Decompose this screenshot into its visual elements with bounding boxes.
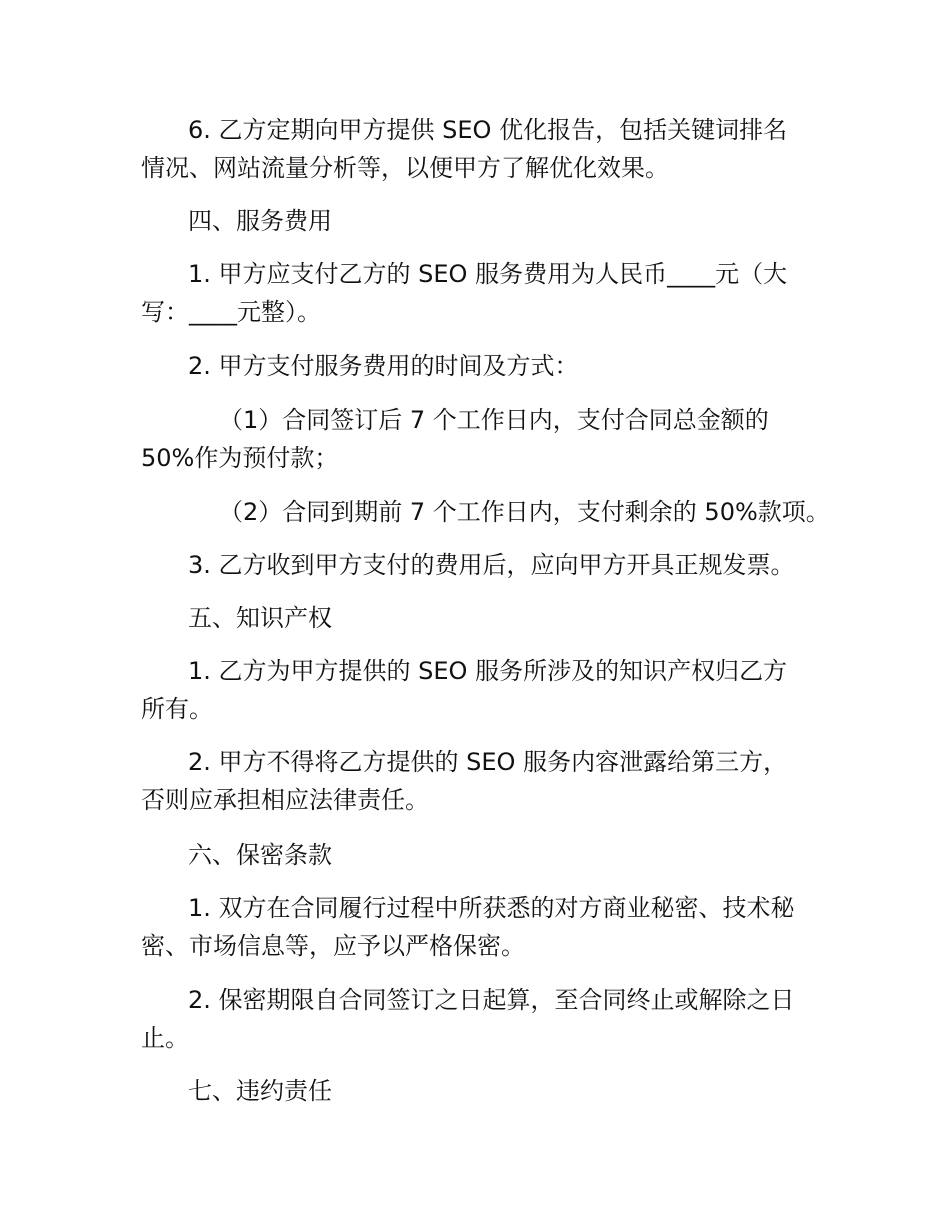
paragraph-prepayment: [141, 401, 821, 477]
heading-text: 六、保密条款: [188, 841, 332, 869]
heading-text: 五、知识产权: [188, 604, 332, 632]
section-heading-confidentiality: [141, 836, 821, 874]
section-heading-service-fee: [141, 202, 821, 240]
paragraph-line: 情况、网站流量分析等，以便甲方了解优化效果。: [141, 154, 669, 182]
paragraph-confidentiality-term: [141, 981, 821, 1057]
paragraph-line: 50%作为预付款；: [141, 444, 339, 472]
paragraph-ip-ownership: [141, 652, 821, 728]
paragraph-line: 1. 乙方为甲方提供的 SEO 服务所涉及的知识产权归乙方: [188, 657, 788, 685]
paragraph-line: 写：____元整）。: [141, 298, 321, 326]
paragraph-line: 2. 保密期限自合同签订之日起算，至合同终止或解除之日: [188, 986, 795, 1014]
paragraph-final-payment: [141, 493, 830, 531]
paragraph-fee-amount: [141, 255, 821, 331]
paragraph-line: 2. 甲方支付服务费用的时间及方式：: [188, 352, 579, 380]
paragraph-line: 1. 双方在合同履行过程中所获悉的对方商业秘密、技术秘: [188, 894, 795, 922]
heading-text: 七、违约责任: [188, 1077, 332, 1105]
paragraph-line: 6. 乙方定期向甲方提供 SEO 优化报告，包括关键词排名: [188, 116, 788, 144]
paragraph-line: （2）合同到期前 7 个工作日内，支付剩余的 50%款项。: [219, 498, 830, 526]
section-heading-ip: [141, 599, 821, 637]
section-heading-breach: [141, 1072, 821, 1110]
paragraph-line: （1）合同签订后 7 个工作日内，支付合同总金额的: [219, 406, 769, 434]
paragraph-ip-disclosure: [141, 743, 821, 819]
paragraph-payment-method: [141, 347, 821, 385]
paragraph-line: 1. 甲方应支付乙方的 SEO 服务费用为人民币____元（大: [188, 260, 788, 288]
paragraph-seo-report: [141, 111, 821, 187]
paragraph-invoice: [141, 546, 821, 584]
heading-text: 四、服务费用: [188, 207, 332, 235]
paragraph-line: 止。: [141, 1024, 189, 1052]
paragraph-line: 2. 甲方不得将乙方提供的 SEO 服务内容泄露给第三方，: [188, 748, 788, 776]
paragraph-line: 3. 乙方收到甲方支付的费用后，应向甲方开具正规发票。: [188, 551, 795, 579]
paragraph-line: 否则应承担相应法律责任。: [141, 786, 429, 814]
paragraph-line: 密、市场信息等，应予以严格保密。: [141, 932, 525, 960]
paragraph-line: 所有。: [141, 695, 213, 723]
paragraph-confidentiality-scope: [141, 889, 821, 965]
